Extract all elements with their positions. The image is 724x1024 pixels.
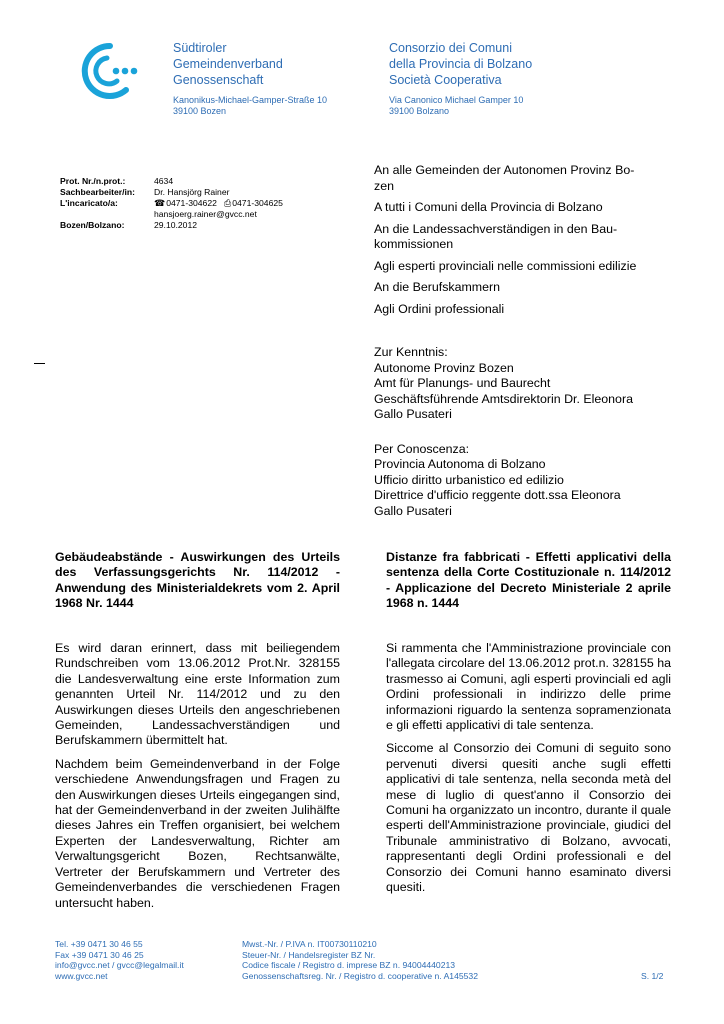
footer-vat: Mwst.-Nr. / P.IVA n. IT00730110210 bbox=[242, 939, 377, 949]
body-de bbox=[55, 641, 340, 919]
fax-icon: ⎙ bbox=[224, 198, 232, 208]
paragraph: Siccome al Consorzio dei Comuni di seguito sono pervenuti diversi quesiti anche sugli effetti applicativi di tale sentenza, nella seconda metà del mese di luglio di quest'anno il Consorzio dei Comuni ha organizzato un incontro, durante il quale esperti dell'Amministrazione provinciale, giudici del Tribunale amministrativo di Bolzano, avvocati, rappresentanti degli Ordini professionali e del Consorzio dei Comuni hanno esaminato diversi quesiti. bbox=[386, 741, 671, 895]
org-name-line: Società Cooperativa bbox=[389, 73, 502, 87]
paragraph: Nachdem beim Gemeindenverband in der Folge verschiedene Anwendungsfragen und Fragen zu den Auswirkungen dieses Urteils eingegangen sind, hat der Gemeindenverband in der zweiten Julihälfte dieses Jahres ein Treffen organisiert, bei welchem Experten der Landesverwaltung, Richter am Verwaltungsgericht Bozen, Rechtsanwälte, Vertreter der Berufskammern und Vertreter des Gemeindenverbandes die verschiedenen Fragen untersucht haben. bbox=[55, 756, 340, 910]
subject-de bbox=[55, 550, 340, 612]
kenntnis-line: Gallo Pusateri bbox=[374, 407, 452, 421]
page-number: S. 1/2 bbox=[641, 971, 664, 981]
prot-number: 4634 bbox=[154, 176, 174, 186]
org-name-line: della Provincia di Bolzano bbox=[389, 57, 533, 71]
conoscenza-line: Ufficio diritto urbanistico ed edilizio bbox=[374, 472, 564, 487]
org-header-de bbox=[173, 40, 327, 117]
kenntnis-line: Geschäftsführende Amtsdirektorin Dr. Eleonora bbox=[374, 391, 633, 406]
paragraph: Si rammenta che l'Amministrazione provinciale con l'allegata circolare del 13.06.2012 prot.n. 328155 ha trasmesso ai Comuni, agli esperti provinciali ed agli Ordini professionali in indirizzo delle prime informazioni riguardo la sentenza sopramenzionata e gli effetti applicativi di tale sentenza. bbox=[386, 641, 671, 733]
kenntnis-line: Amt für Planungs- und Baurecht bbox=[374, 376, 551, 390]
org-name-line: Consorzio dei Comuni bbox=[389, 41, 512, 55]
recipient-line: An alle Gemeinden der Autonomen Provinz Bo- bbox=[374, 163, 635, 177]
gvcc-logo-icon bbox=[76, 40, 138, 102]
phone-number: 0471-304622 bbox=[166, 198, 217, 208]
fold-mark bbox=[34, 363, 45, 364]
footer-contact bbox=[55, 939, 184, 981]
org-name-line: Südtiroler bbox=[173, 41, 227, 55]
date-value: 29.10.2012 bbox=[154, 220, 198, 230]
email-link[interactable]: hansjoerg.rainer@gvcc.net bbox=[154, 209, 257, 219]
recipient-item bbox=[374, 163, 666, 194]
org-address-line: 39100 Bozen bbox=[173, 106, 227, 116]
recipient-item bbox=[374, 222, 666, 253]
conoscenza-line: Provincia Autonoma di Bolzano bbox=[374, 457, 546, 471]
footer-fiscal-code: Codice fiscale / Registro d. imprese BZ n. 94004440213 bbox=[242, 960, 456, 971]
org-address-line: 39100 Bolzano bbox=[389, 106, 450, 116]
org-header-it bbox=[389, 40, 532, 117]
conoscenza-line: Direttrice d'ufficio reggente dott.ssa Eleonora bbox=[374, 488, 621, 502]
recipient-item: Agli Ordini professionali bbox=[374, 301, 505, 316]
subject-it bbox=[386, 550, 671, 612]
phone-icon: ☎ bbox=[154, 198, 166, 208]
org-address-line: Kanonikus-Michael-Gamper-Straße 10 bbox=[173, 95, 328, 105]
body-it bbox=[386, 641, 671, 904]
reference-block bbox=[60, 176, 283, 231]
recipient-line: An die Landessachverständigen in den Bau- bbox=[374, 221, 618, 236]
footer-fax: Fax +39 0471 30 46 25 bbox=[55, 949, 144, 960]
subject-heading-de: Gebäudeabstände - Auswirkungen des Urteils des Verfassungsgerichts Nr. 114/2012 - Anwendung des Ministerialdekrets vom 2. April 1968 Nr. 1444 bbox=[55, 550, 340, 611]
recipient-item: Agli esperti provinciali nelle commissioni edilizie bbox=[374, 258, 637, 273]
org-name-line: Gemeindenverband bbox=[173, 57, 283, 71]
kenntnis-line: Zur Kenntnis: bbox=[374, 345, 448, 359]
recipient-item: An die Berufskammern bbox=[374, 280, 501, 294]
footer-website[interactable]: www.gvcc.net bbox=[55, 970, 108, 981]
clerk-name: Dr. Hansjörg Rainer bbox=[154, 187, 230, 197]
recipient-line: kommissionen bbox=[374, 237, 454, 251]
clerk-label: Sachbearbeiter/in: bbox=[60, 187, 135, 197]
footer-coop-registry: Genossenschaftsreg. Nr. / Registro d. cooperative n. A145532 bbox=[242, 970, 478, 981]
footer-tax: Steuer-Nr. / Handelsregister BZ Nr. bbox=[242, 949, 376, 960]
subject-heading-it: Distanze fra fabbricati - Effetti applicativi della sentenza della Corte Costituzionale n. 114/2012 - Applicazione del Decreto Ministeriale 2 aprile 1968 n. 1444 bbox=[386, 550, 671, 611]
org-name-line: Genossenschaft bbox=[173, 73, 264, 87]
kenntnis-block bbox=[374, 345, 666, 423]
recipient-item: A tutti i Comuni della Provincia di Bolzano bbox=[374, 200, 603, 214]
date-label: Bozen/Bolzano: bbox=[60, 220, 125, 230]
footer-registry bbox=[242, 939, 478, 981]
recipient-line: zen bbox=[374, 178, 394, 193]
conoscenza-line: Gallo Pusateri bbox=[374, 503, 452, 518]
paragraph: Es wird daran erinnert, dass mit beiliegendem Rundschreiben vom 13.06.2012 Prot.Nr. 328155 die Landesverwaltung eine erste Information zum genannten Urteil Nr. 114/2012 und zu den Auswirkungen dieses Urteils den angeschriebenen Gemeinden, Landessachverständigen und Berufskammern übermittelt hat. bbox=[55, 641, 340, 748]
conoscenza-line: Per Conoscenza: bbox=[374, 441, 470, 456]
incaricato-label: L'incaricato/a: bbox=[60, 198, 118, 208]
footer-email[interactable]: info@gvcc.net / gvcc@legalmail.it bbox=[55, 960, 184, 971]
kenntnis-line: Autonome Provinz Bozen bbox=[374, 360, 514, 375]
prot-label: Prot. Nr./n.prot.: bbox=[60, 176, 126, 186]
conoscenza-block bbox=[374, 442, 666, 520]
recipients-block bbox=[374, 163, 666, 519]
org-address-line: Via Canonico Michael Gamper 10 bbox=[389, 95, 524, 105]
fax-number: 0471-304625 bbox=[232, 198, 283, 208]
footer-phone: Tel. +39 0471 30 46 55 bbox=[55, 939, 143, 949]
